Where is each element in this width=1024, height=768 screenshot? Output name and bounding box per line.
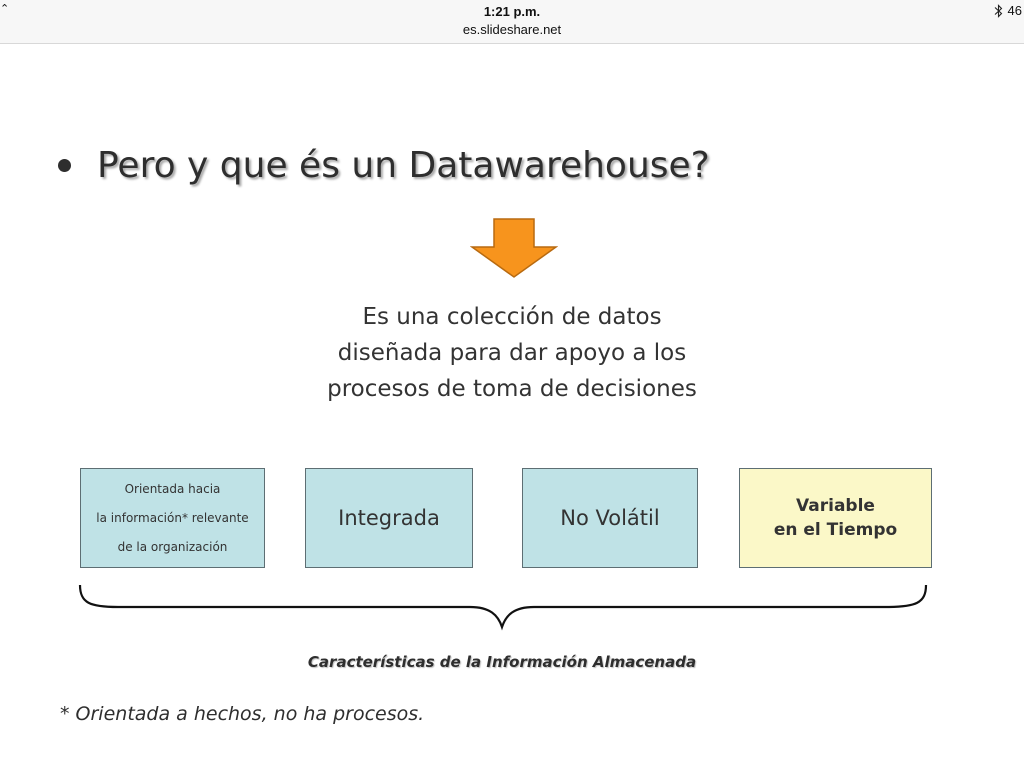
status-right-indicators — [994, 3, 1022, 18]
caption: Características de la Información Almacenada — [307, 653, 697, 671]
battery-percentage: 46 — [1007, 3, 1022, 18]
down-arrow-icon — [470, 217, 558, 279]
bluetooth-icon — [994, 4, 1003, 18]
browser-status-bar — [0, 0, 1024, 44]
status-time: 1:21 p.m. — [483, 4, 541, 19]
address-bar-url[interactable]: es.slideshare.net — [462, 22, 562, 37]
bullet-icon — [58, 159, 71, 172]
characteristic-box-time-variant — [739, 468, 932, 568]
box-line: No Volátil — [560, 506, 660, 530]
characteristic-box-oriented — [80, 468, 265, 568]
slide-title-text: Pero y que és un Datawarehouse? — [97, 145, 710, 186]
curly-brace — [78, 581, 930, 631]
box-line: de la organización — [117, 539, 228, 554]
definition-line: procesos de toma de decisiones — [327, 376, 697, 402]
box-line: en el Tiempo — [773, 520, 898, 540]
definition-line: Es una colección de datos — [362, 304, 662, 330]
box-line: Variable — [796, 496, 875, 516]
box-line: Integrada — [338, 506, 440, 530]
status-left-glyph: ⌃ — [0, 2, 10, 15]
slide-title — [58, 145, 710, 186]
footnote: * Orientada a hechos, no ha procesos. — [60, 703, 425, 725]
slide — [0, 45, 1024, 768]
box-line: la información* relevante — [96, 510, 249, 525]
characteristic-box-integrated — [305, 468, 473, 568]
definition-line: diseñada para dar apoyo a los — [337, 340, 687, 366]
definition-text — [262, 299, 762, 407]
characteristic-box-non-volatile — [522, 468, 698, 568]
box-line: Orientada hacia — [124, 481, 221, 496]
